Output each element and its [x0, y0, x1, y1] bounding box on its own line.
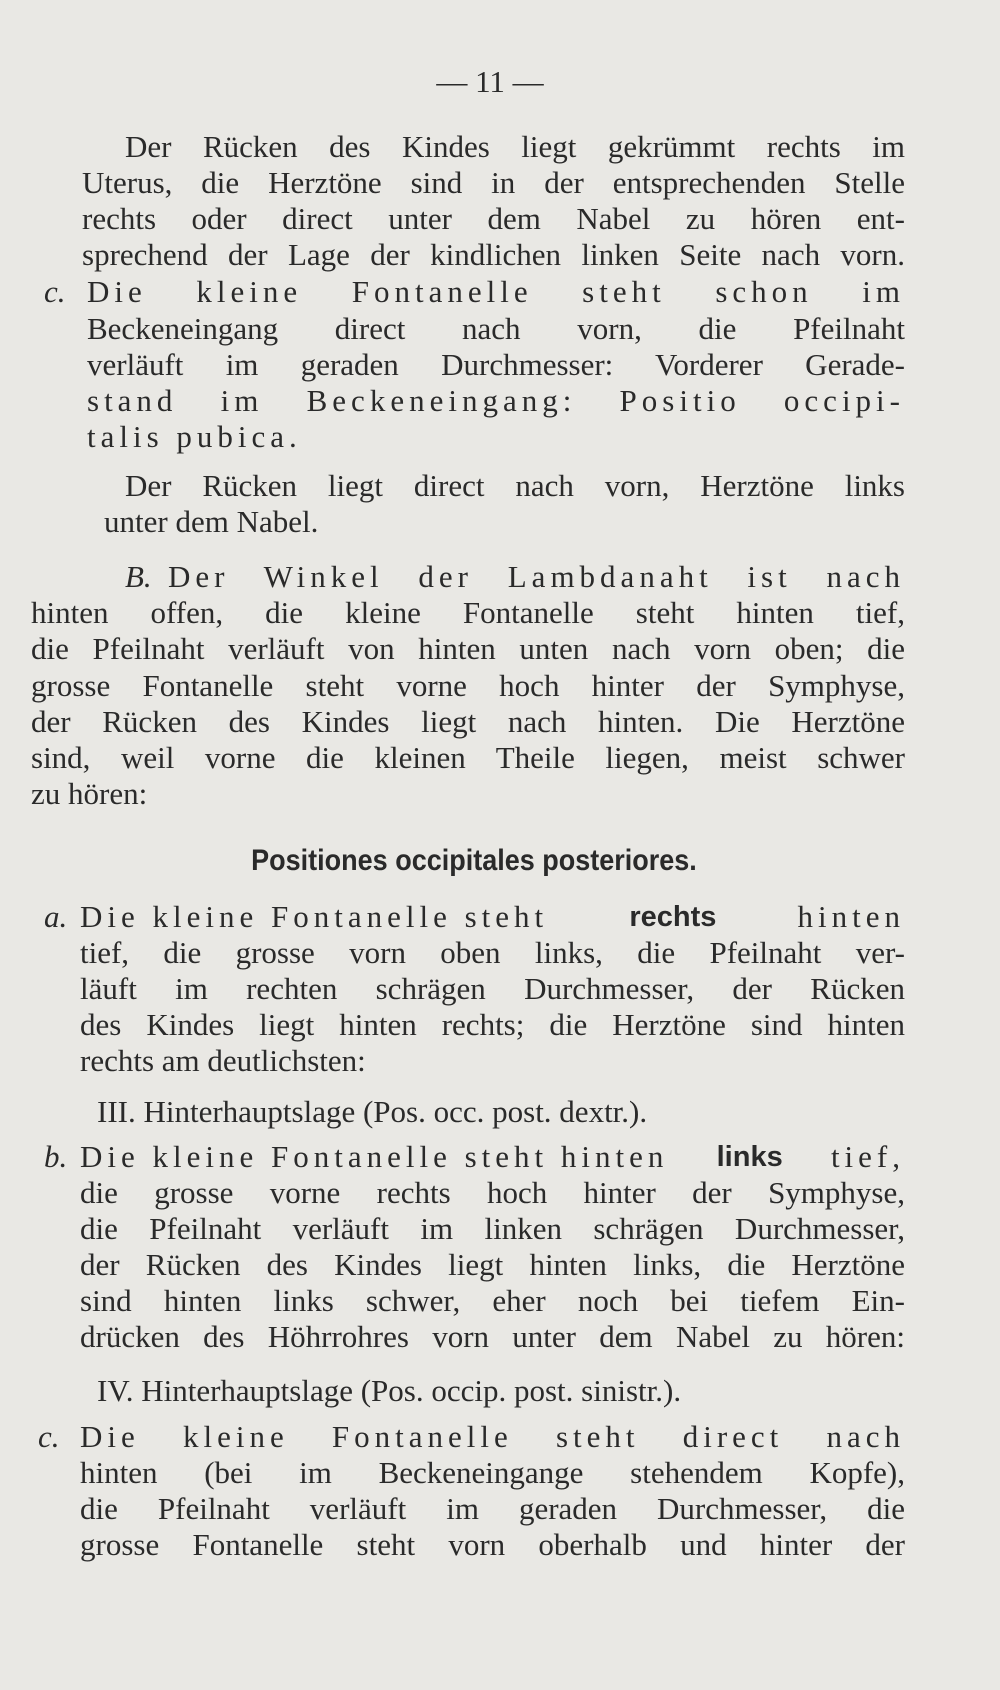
section-label: B.	[125, 559, 152, 594]
emphasis-text: links	[716, 1141, 783, 1173]
text-line: sind, weil vorne die kleinen Theile liegen, meist schwer	[31, 740, 905, 775]
text-line: sprechend der Lage der kindlichen linken Seite nach vorn.	[82, 237, 905, 272]
position-heading: III. Hinterhauptslage (Pos. occ. post. dextr.).	[97, 1094, 648, 1129]
text-line: Die kleine Fontanelle steht schon im	[87, 274, 905, 309]
text-line: rechts am deutlichsten:	[80, 1043, 366, 1078]
text-line: tief, die grosse vorn oben links, die Pfeilnaht ver-	[80, 935, 905, 970]
text-line: unter dem Nabel.	[104, 504, 319, 539]
text-line: die Pfeilnaht verläuft im linken schrägen Durchmesser,	[80, 1211, 905, 1246]
text-line: der Rücken des Kindes liegt hinten links, die Herztöne	[80, 1247, 905, 1282]
text-line: Der Rücken des Kindes liegt gekrümmt rechts im	[125, 129, 905, 164]
text-line: läuft im rechten schrägen Durchmesser, der Rücken	[80, 971, 905, 1006]
text-line: zu hören:	[31, 776, 148, 811]
text-line: Der Rücken liegt direct nach vorn, Herztöne links	[125, 468, 905, 503]
text-span: tief,	[830, 1139, 905, 1174]
text-line: grosse Fontanelle steht vorne hoch hinter der Symphyse,	[31, 668, 905, 703]
emphasis-text: rechts	[629, 901, 717, 933]
text-line: rechts oder direct unter dem Nabel zu hören ent-	[82, 201, 905, 236]
text-line: stand im Beckeneingang: Positio occipi-	[87, 383, 905, 418]
item-label: b.	[44, 1139, 68, 1174]
text-line: verläuft im geraden Durchmesser: Vorderer Gerade-	[87, 347, 905, 382]
text-line: die Pfeilnaht verläuft im geraden Durchmesser, die	[80, 1491, 905, 1526]
text-line: Der Winkel der Lambdanaht ist nach	[168, 559, 905, 594]
text-line: der Rücken des Kindes liegt nach hinten. Die Herztöne	[31, 704, 905, 739]
item-label: c.	[44, 274, 66, 309]
text-span: Die kleine Fontanelle steht hinten	[80, 1139, 669, 1174]
text-line: grosse Fontanelle steht vorn oberhalb und hinter der	[80, 1527, 905, 1562]
text-line: Beckeneingang direct nach vorn, die Pfeilnaht	[87, 311, 905, 346]
text-line: hinten offen, die kleine Fontanelle steht hinten tief,	[31, 595, 905, 630]
text-span: hinten	[797, 899, 905, 934]
item-label: c.	[38, 1419, 60, 1454]
page-number: — 11 —	[436, 64, 544, 99]
text-line: hinten (bei im Beckeneingange stehendem Kopfe),	[80, 1455, 905, 1490]
section-heading: Positiones occipitales posteriores.	[251, 844, 697, 877]
text-line: des Kindes liegt hinten rechts; die Herztöne sind hinten	[80, 1007, 905, 1042]
text-line: sind hinten links schwer, eher noch bei tiefem Ein-	[80, 1283, 905, 1318]
text-span: Die kleine Fontanelle steht	[80, 899, 549, 934]
text-line: talis pubica.	[87, 419, 302, 454]
text-line: Die kleine Fontanelle steht direct nach	[80, 1419, 905, 1454]
text-line	[80, 1138, 905, 1176]
item-label: a.	[44, 899, 68, 934]
text-line: Uterus, die Herztöne sind in der entsprechenden Stelle	[82, 165, 905, 200]
text-line: drücken des Höhrrohres vorn unter dem Nabel zu hören:	[80, 1319, 905, 1354]
text-line: die Pfeilnaht verläuft von hinten unten nach vorn oben; die	[31, 631, 905, 666]
text-line	[80, 898, 905, 936]
position-heading: IV. Hinterhauptslage (Pos. occip. post. sinistr.).	[97, 1373, 682, 1408]
text-line: die grosse vorne rechts hoch hinter der Symphyse,	[80, 1175, 905, 1210]
